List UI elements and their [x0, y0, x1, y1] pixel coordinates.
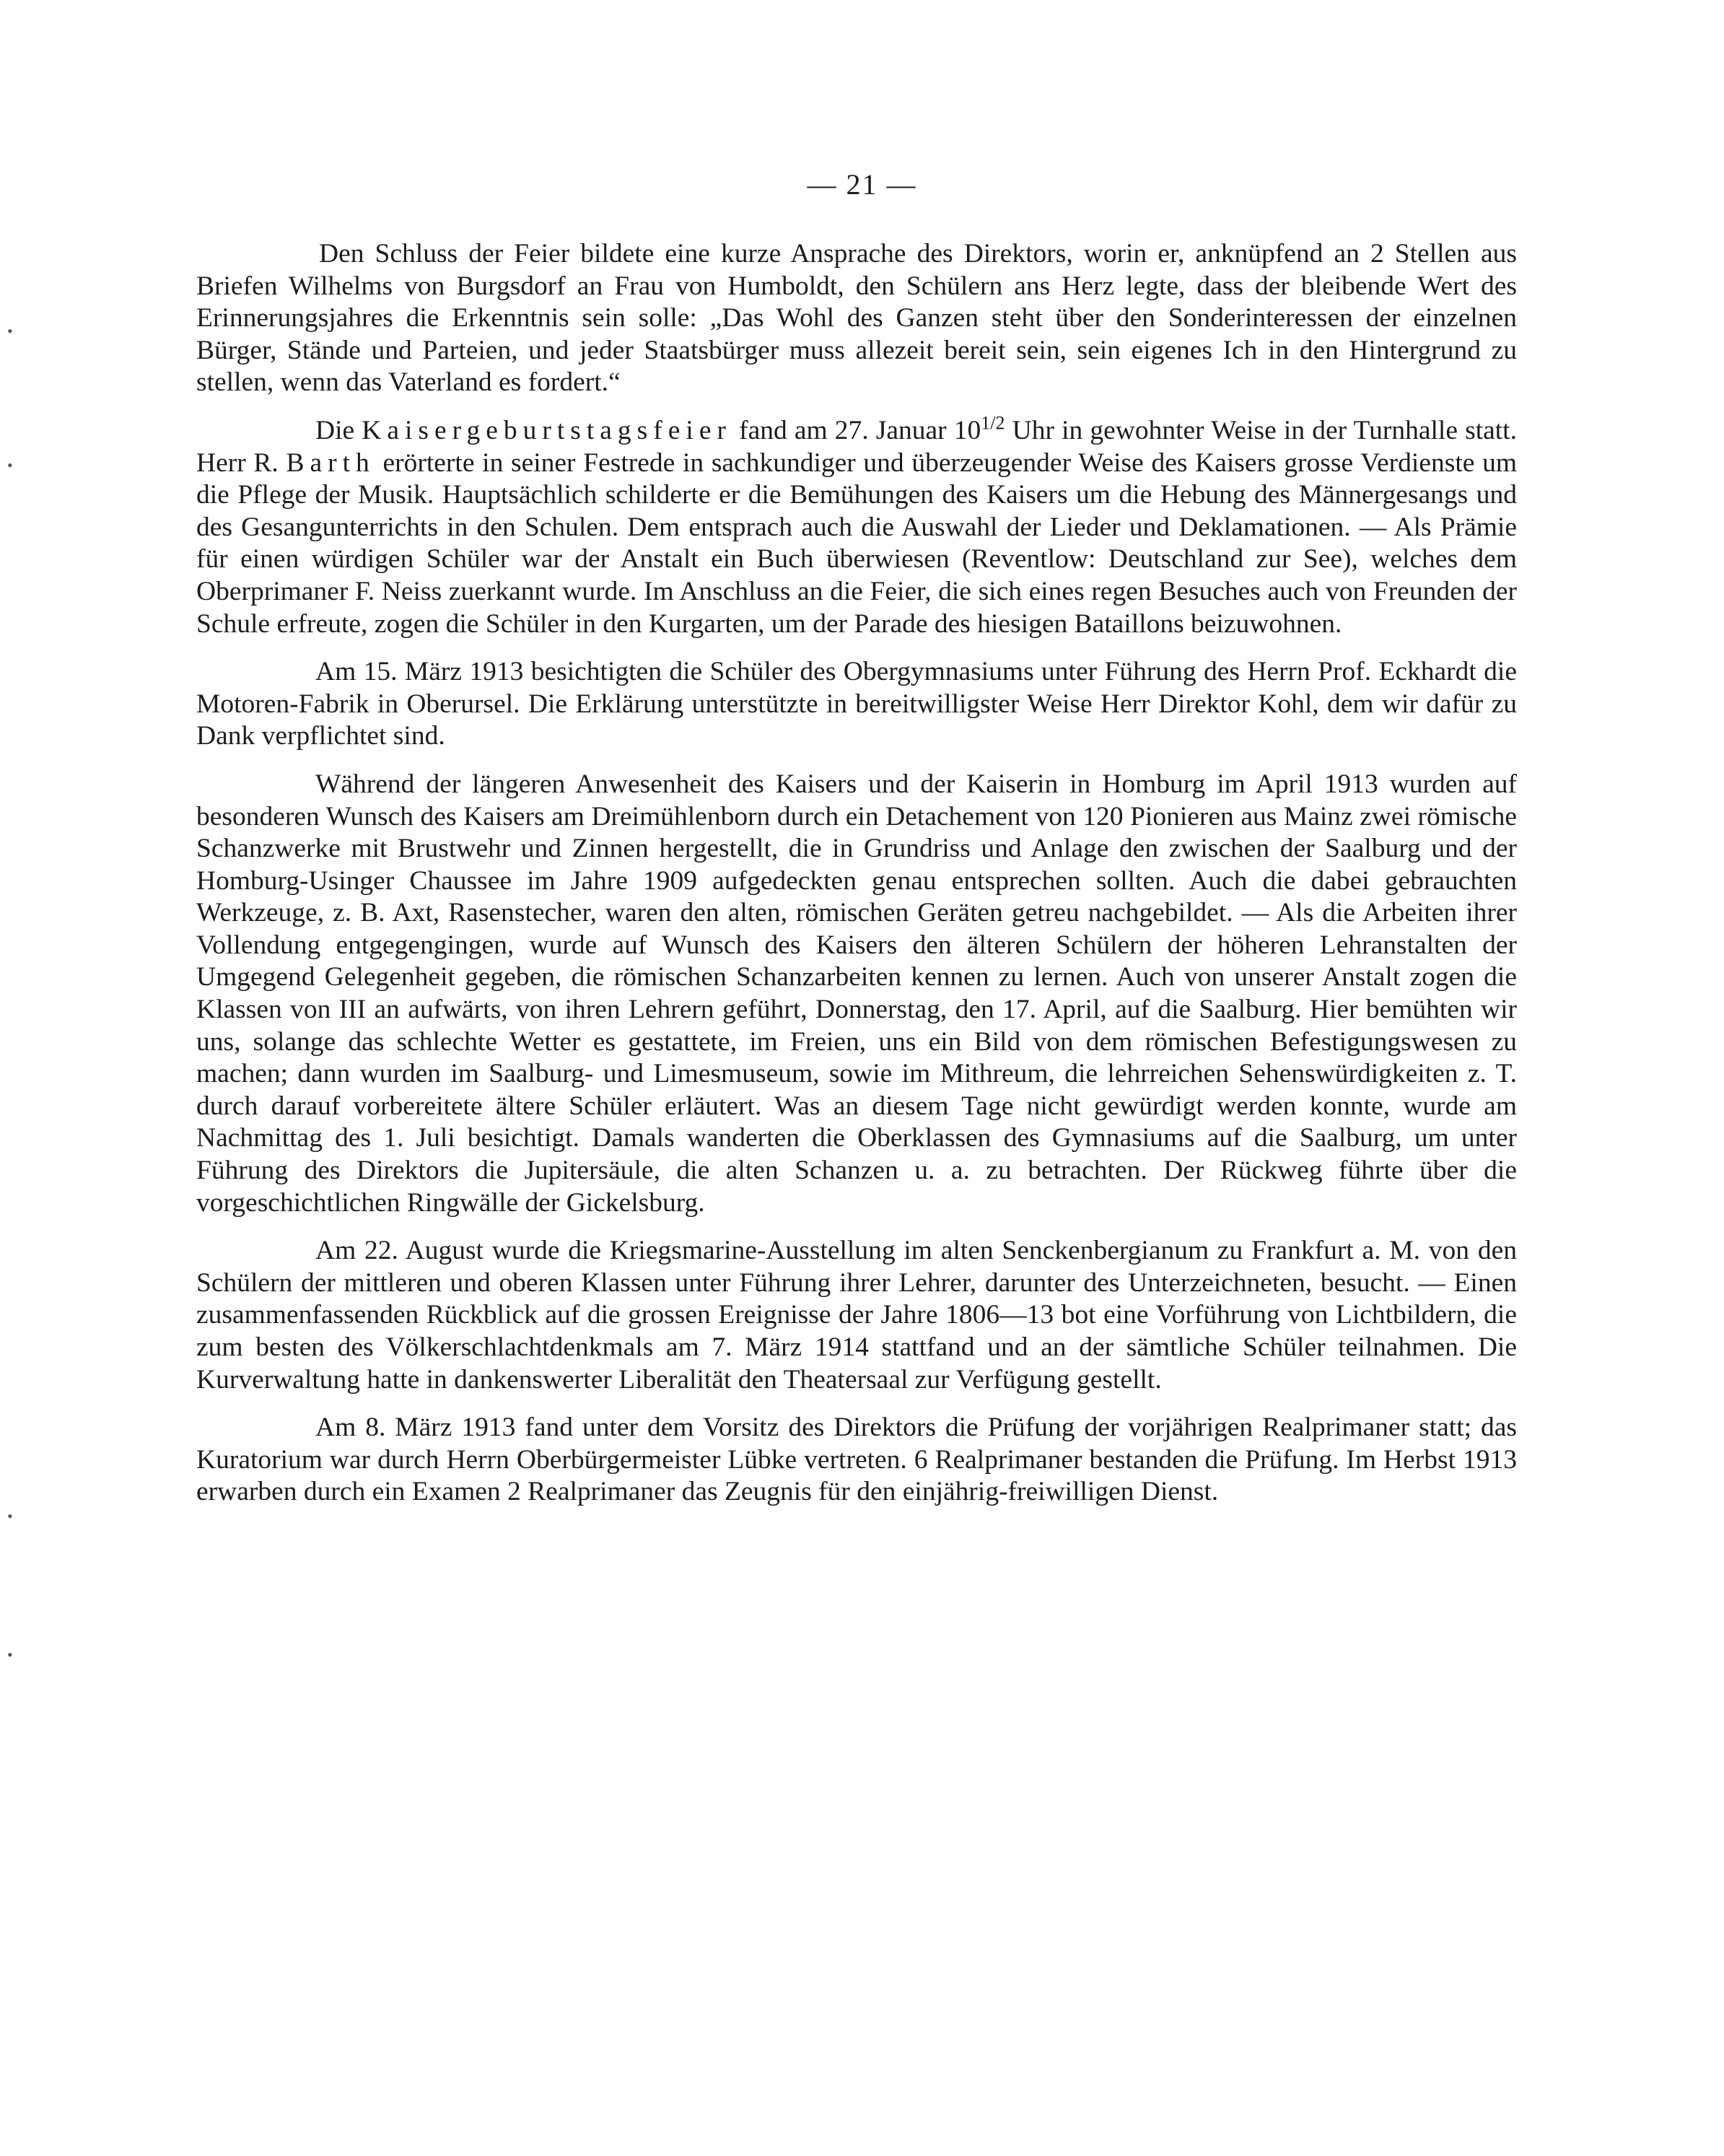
margin-speck: •: [7, 322, 13, 340]
p2-mid: Uhr in gewohnter Weise in der Turnhalle statt. Herr R.: [196, 415, 1517, 478]
page-number: — 21 —: [807, 168, 917, 201]
margin-speck: •: [7, 1646, 13, 1664]
p2-lead: Die: [315, 415, 362, 445]
fraction-half: 1/2: [981, 412, 1005, 434]
paragraph-saalburg: Während der längeren Anwesenheit des Kaisers und der Kaiserin in Homburg im April 1913 wurden auf besonderen Wunsch des Kaisers am Dreimühlenborn durch ein Detachement von 120 Pionieren aus Mainz zwei römische Schanzwerke mit Brustwehr und Zinnen hergestellt, die in Grundriss und Anlage den zwischen der Saalburg und der Homburg-Usinger Chaussee im Jahre 1909 aufgedeckten genau entsprechen sollten. Auch die dabei gebrauchten Werkzeuge, z. B. Axt, Rasenstecher, waren den alten, römischen Geräten getreu nachgebildet. — Als die Arbeiten ihrer Vollendung entgegengingen, wurde auf Wunsch des Kaisers den älteren Schülern der höheren Lehranstalten der Umgegend Gelegenheit gegeben, die römischen Schanzarbeiten kennen zu lernen. Auch von unserer Anstalt zogen die Klassen von III an aufwärts, von ihren Lehrern geführt, Donnerstag, den 17. April, auf die Saalburg. Hier bemühten wir uns, solange das schlechte Wetter es gestattete, im Freien, uns ein Bild von dem römischen Befestigungswesen zu machen; dann wurden im Saalburg- und Limesmuseum, sowie im Mithreum, die lehrreichen Sehenswürdigkeiten z. T. durch darauf vorbereitete ältere Schüler erläutert. Was an diesem Tage nicht gewürdigt werden konnte, wurde am Nachmittag des 1. Juli besichtigt. Damals wanderten die Oberklassen des Gymnasiums auf die Saalburg, um unter Führung des Direktors die Jupitersäule, die alten Schanzen u. a. zu betrachten. Der Rückweg führte über die vorgeschichtlichen Ringwälle der Gickelsburg.: [196, 769, 1517, 1218]
paragraph-kaisergeburtstag: [196, 412, 1517, 640]
paragraph-pruefung: Am 8. März 1913 fand unter dem Vorsitz des Direktors die Prüfung der vorjährigen Realprimaner statt; das Kuratorium war durch Herrn Oberbürgermeister Lübke vertreten. 6 Realprimaner bestanden die Prüfung. Im Herbst 1913 erwarben durch ein Examen 2 Realprimaner das Zeugnis für den einjährig-freiwilligen Dienst.: [196, 1413, 1517, 1507]
spaced-term-kaisergeburtstagsfeier: Kaisergeburtstagsfeier: [362, 415, 732, 445]
margin-speck: •: [7, 456, 13, 474]
p2-rest: erörterte in seiner Festrede in sachkundiger und überzeugender Weise des Kaisers grosse Verdienste um die Pflege der Musik. Hauptsächlich schilderte er die Bemühungen des Kaisers um die Hebung des Männergesangs und des Gesangunterrichts in den Schulen. Dem entsprach auch die Auswahl der Lieder und Deklamationen. — Als Prämie für einen würdigen Schüler war der Anstalt ein Buch überwiesen (Reventlow: Deutschland zur See), welches dem Oberprimaner F. Neiss zuerkannt wurde. Im Anschluss an die Feier, die sich eines regen Besuches auch von Freunden der Schule erfreute, zogen die Schüler in den Kurgarten, um der Parade des hiesigen Bataillons beizuwohnen.: [196, 448, 1517, 639]
spaced-name-barth: Barth: [286, 448, 375, 478]
paragraph-kriegsmarine: Am 22. August wurde die Kriegsmarine-Ausstellung im alten Senckenbergianum zu Frankfurt a. M. von den Schülern der mittleren und oberen Klassen unter Führung ihrer Lehrer, darunter des Unterzeichneten, besucht. — Einen zusammenfassenden Rückblick auf die grossen Ereignisse der Jahre 1806—13 bot eine Vorführung von Lichtbildern, die zum besten des Völkerschlachtdenkmals am 7. März 1914 stattfand und an der sämtliche Schüler teilnahmen. Die Kurverwaltung hatte in dankenswerter Liberalität den Theatersaal zur Verfügung gestellt.: [196, 1236, 1517, 1395]
body-text: [196, 238, 1517, 1524]
p2-after-spaced: fand am 27. Januar 10: [731, 415, 981, 445]
margin-speck: •: [7, 1507, 13, 1525]
paragraph-closing-ceremony: Den Schluss der Feier bildete eine kurze Ansprache des Direktors, worin er, anknüpfend an 2 Stellen aus Briefen Wilhelms von Burgsdorf an Frau von Humboldt, den Schülern ans Herz legte, dass der bleibende Wert des Erinnerungsjahres die Erkenntnis sein solle: „Das Wohl des Ganzen steht über den Sonderinteressen der einzelnen Bürger, Stände und Parteien, und jeder Staatsbürger muss allezeit bereit sein, sein eigenes Ich in den Hintergrund zu stellen, wenn das Vaterland es fordert.“: [196, 239, 1517, 398]
paragraph-motoren-fabrik: Am 15. März 1913 besichtigten die Schüler des Obergymnasiums unter Führung des Herrn Prof. Eckhardt die Motoren-Fabrik in Oberursel. Die Erklärung unterstützte in bereitwilligster Weise Herr Direktor Kohl, dem wir dafür zu Dank verpflichtet sind.: [196, 657, 1517, 751]
